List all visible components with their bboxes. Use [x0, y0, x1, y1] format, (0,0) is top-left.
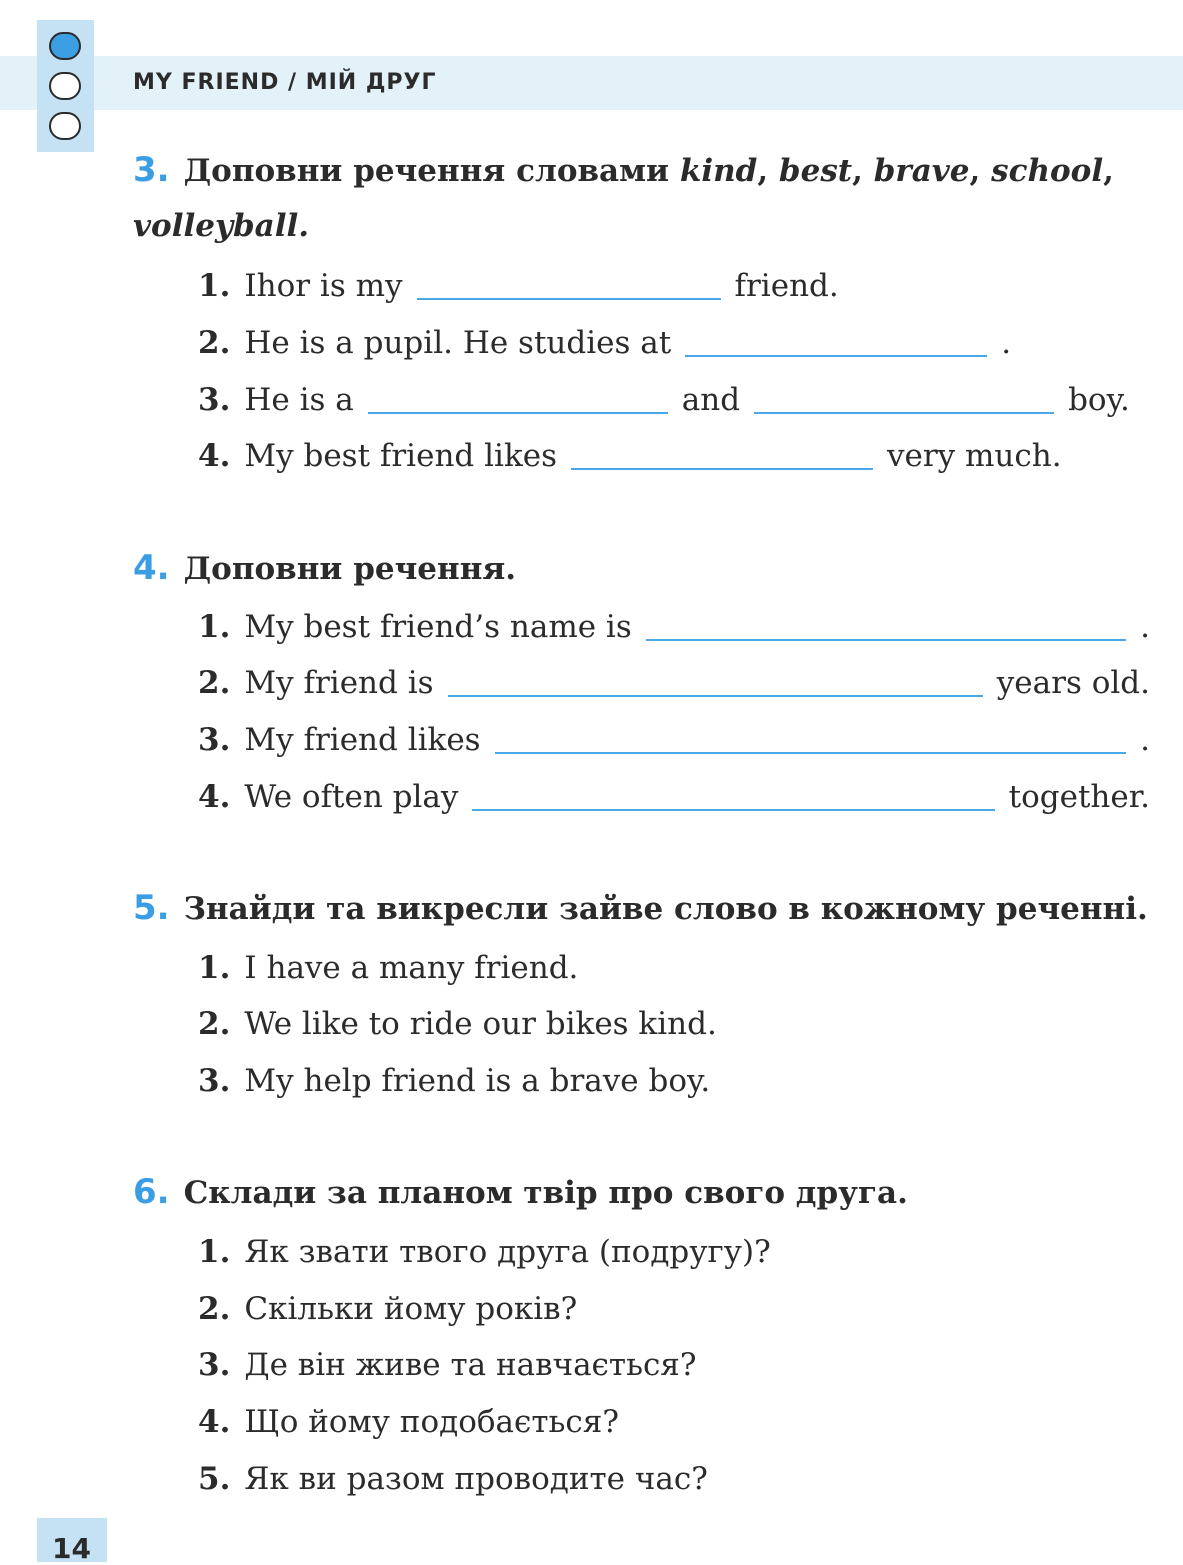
exercise-3-title-continued: volleyball. [133, 208, 310, 244]
sentence-line: 2. We like to ride our bikes kind. [198, 1006, 717, 1042]
word-option: best [778, 153, 853, 189]
exercise-4-title [133, 548, 516, 588]
level-dot-empty [49, 112, 81, 140]
plan-item: 1. Як звати твого друга (подругу)? [198, 1234, 771, 1270]
level-indicator [37, 20, 94, 152]
exercise-instruction: Доповни речення. [183, 551, 517, 587]
answer-blank[interactable] [571, 438, 873, 470]
sentence-line: 1. Ihor is my friend. [198, 268, 839, 304]
answer-blank[interactable] [448, 665, 983, 697]
sentence-line: 1. My best friend’s name is . [198, 609, 1150, 645]
exercise-number: 5. [133, 888, 170, 928]
word-option: school [991, 153, 1104, 189]
answer-blank[interactable] [368, 382, 668, 414]
level-dot-filled [49, 32, 81, 60]
sentence-line: 3. My help friend is a brave boy. [198, 1063, 711, 1099]
word-option: volleyball [133, 208, 299, 244]
exercise-instruction: Склади за планом твір про свого друга. [183, 1175, 908, 1211]
sentence-line: 4. My best friend likes very much. [198, 438, 1062, 474]
exercise-6-title [133, 1172, 908, 1212]
answer-blank[interactable] [472, 779, 994, 811]
answer-blank[interactable] [754, 382, 1054, 414]
plan-item: 4. Що йому подобається? [198, 1404, 619, 1440]
exercise-5-title [133, 888, 1148, 928]
exercise-instruction: Доповни речення словами [183, 153, 670, 189]
plan-item: 5. Як ви разом проводите час? [198, 1461, 708, 1497]
page-header-title: MY FRIEND / МІЙ ДРУГ [133, 70, 437, 95]
exercise-number: 6. [133, 1172, 170, 1212]
exercise-number: 4. [133, 548, 170, 588]
exercise-number: 3. [133, 150, 170, 190]
answer-blank[interactable] [495, 722, 1127, 754]
answer-blank[interactable] [417, 268, 721, 300]
sentence-line: 3. He is a and boy. [198, 382, 1130, 418]
page-number: 14 [52, 1532, 91, 1565]
sentence-line: 1. I have a many friend. [198, 950, 579, 986]
plan-item: 3. Де він живе та навчається? [198, 1347, 697, 1383]
sentence-line: 2. My friend is years old. [198, 665, 1150, 701]
word-option: brave [873, 153, 970, 189]
exercise-3-title: 3. Доповни речення словами kind, best, brave, school, [133, 150, 1114, 190]
plan-item: 2. Скільки йому років? [198, 1291, 578, 1327]
page-number-tab [37, 1518, 107, 1565]
sentence-line: 4. We often play together. [198, 779, 1150, 815]
word-option: kind [679, 153, 758, 189]
answer-blank[interactable] [646, 609, 1126, 641]
exercise-instruction: Знайди та викресли зайве слово в кожному реченні. [183, 891, 1148, 927]
level-dot-empty [49, 72, 81, 100]
sentence-line: 2. He is a pupil. He studies at . [198, 325, 1012, 361]
sentence-line: 3. My friend likes . [198, 722, 1150, 758]
answer-blank[interactable] [685, 325, 987, 357]
